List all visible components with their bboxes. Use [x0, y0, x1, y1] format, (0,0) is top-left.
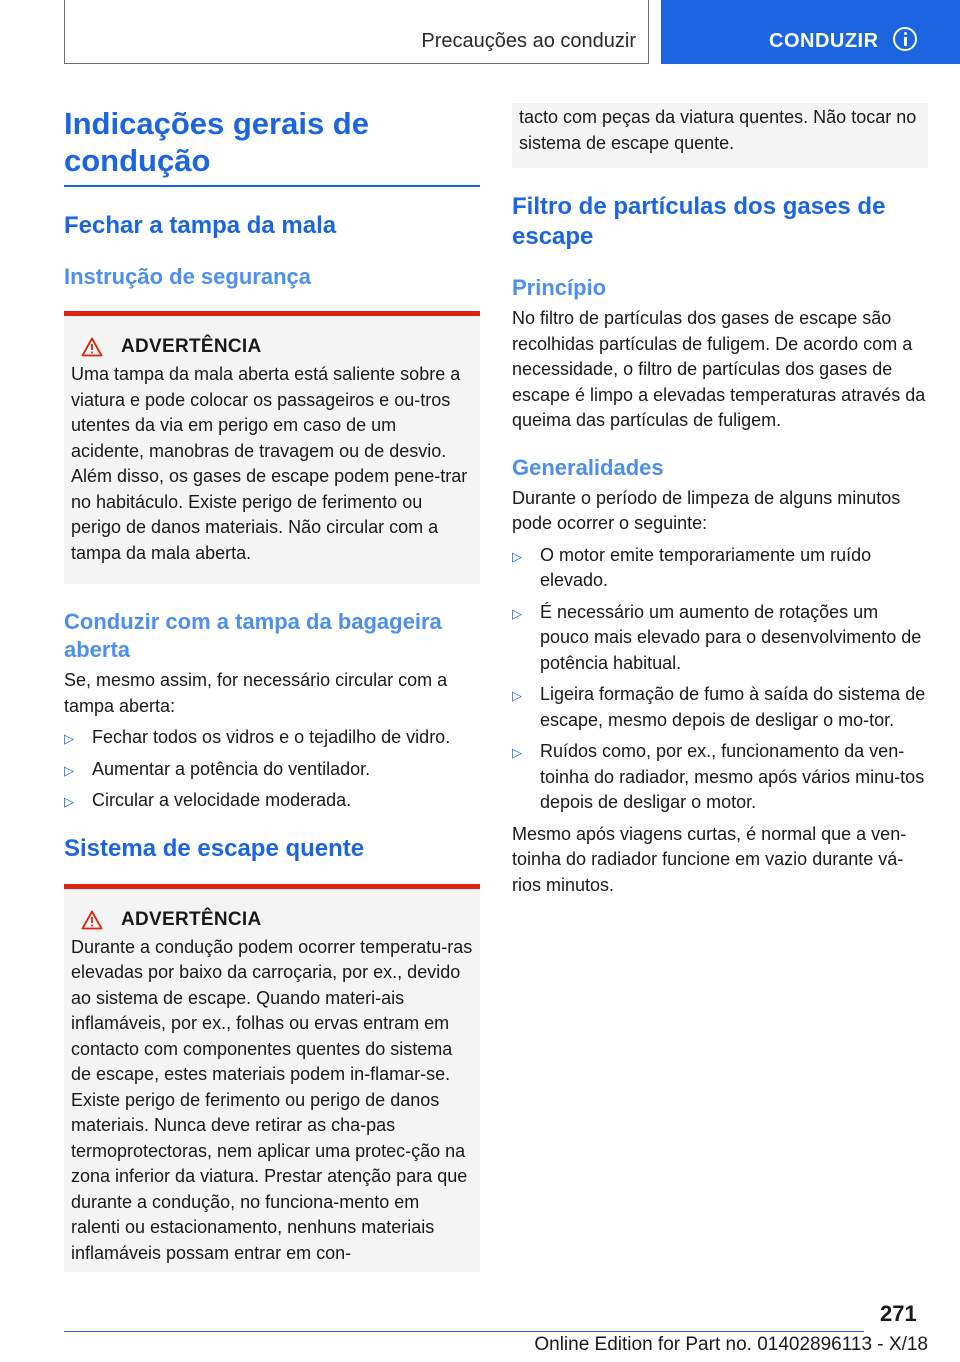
triangle-right-icon: ▷ — [512, 548, 522, 564]
list-item: ▷ É necessário um aumento de rotações um pouco mais elevado para o desenvolvimento de potência habitual. — [512, 601, 922, 673]
triangle-right-icon: ▷ — [64, 731, 74, 746]
section-title-filter: Filtro de partículas dos gases de escape — [512, 193, 886, 250]
triangle-right-icon: ▷ — [512, 605, 522, 621]
warning-box-trunk — [64, 311, 480, 584]
warning-box-exhaust — [64, 884, 480, 1273]
warning-triangle-icon — [81, 337, 103, 357]
footer-divider — [64, 1331, 864, 1332]
triangle-right-icon: ▷ — [64, 762, 74, 778]
list-item: ▷ Fechar todos os vidros e o tejadilho de vidro. — [64, 725, 480, 751]
section-title-trunk: Fechar a tampa da mala — [64, 212, 337, 239]
header-section-box — [64, 0, 649, 64]
general-intro: Durante o período de limpeza de alguns minutos pode ocorrer o seguinte: — [512, 487, 901, 533]
list-item: ▷ Ruídos como, por ex., funcionamento da ven-toinha do radiador, mesmo após vários minu-tos depois de desligar o motor. — [512, 741, 925, 812]
warning-box-continued — [512, 103, 928, 168]
triangle-right-icon: ▷ — [512, 688, 522, 703]
subsection-title-driving: Conduzir com a tampa da bagageira aberta — [64, 609, 442, 662]
driving-list — [64, 725, 480, 814]
header-chapter-label: CONDUZIR — [769, 30, 879, 52]
list-item: ▷ O motor emite temporariamente um ruído elevado. — [512, 544, 872, 590]
driving-intro: Se, mesmo assim, for necessário circular com a tampa aberta: — [64, 670, 448, 716]
general-list — [512, 543, 928, 816]
subsection-title-safety: Instrução de segurança — [64, 264, 311, 289]
header-section-title: Precauções ao conduzir — [421, 30, 636, 52]
left-column — [64, 100, 480, 1272]
warning-header — [71, 336, 473, 358]
triangle-right-icon: ▷ — [512, 745, 522, 760]
warning-header — [71, 909, 473, 931]
section-title-exhaust: Sistema de escape quente — [64, 834, 365, 862]
warning-text-exhaust: Durante a condução podem ocorrer temperatu-ras elevadas por baixo da carroçaria, por ex., devido ao sistema de escape. Quando materi-ais inflamáveis, por ex., folhas ou ervas entram em contacto com componentes quentes do sistema de escape, estes materiais podem in-flamar-se. Existe perigo de ferimento ou perigo de danos materiais. Nunca deve retirar as cha-pas termoprotectoras, nem aplicar uma protec-ção na zona inferior da viatura. Prestar atenção para que durante a condução, no funciona-mento em ralenti ou estacionamento, nenhuns materiais inflamáveis possam entrar em con- — [71, 936, 473, 1263]
principle-text: No filtro de partículas dos gases de escape são recolhidas partículas de fuligem. De acordo com a necessidade, o filtro de partículas dos gases de escape é limpo a elevadas temperaturas através da queima das partículas de fuligem. — [512, 308, 926, 430]
subsection-title-principle: Princípio — [512, 275, 607, 300]
page-title: Indicações gerais de condução — [64, 106, 369, 178]
title-divider — [64, 185, 480, 187]
subsection-title-general: Generalidades — [512, 454, 664, 480]
list-item: ▷ Circular a velocidade moderada. — [64, 788, 480, 814]
warning-label: ADVERTÊNCIA — [121, 336, 262, 357]
triangle-right-icon: ▷ — [64, 794, 74, 809]
footer-edition: Online Edition for Part no. 01402896113 - X/18 — [534, 1334, 928, 1355]
warning-label: ADVERTÊNCIA — [121, 908, 262, 930]
warning-text-trunk: Uma tampa da mala aberta está saliente sobre a viatura e pode colocar os passageiros e ou-tros utentes da via em perigo em caso de um acidente, manobras de travagem ou de desvio. Além disso, os gases de escape podem pene-trar no habitáculo. Existe perigo de ferimento ou perigo de danos materiais. Não circular com a tampa da mala aberta. — [71, 364, 468, 563]
closing-text: Mesmo após viagens curtas, é normal que a ven-toinha do radiador funcione em vazio durante vá-rios minutos. — [512, 823, 907, 895]
header-chapter-tab[interactable] — [661, 0, 960, 64]
right-column — [512, 103, 928, 898]
list-item: ▷ Aumentar a potência do ventilador. — [64, 757, 480, 783]
warning-text-continued: tacto com peças da viatura quentes. Não tocar no sistema de escape quente. — [519, 107, 917, 153]
warning-triangle-icon — [81, 910, 103, 930]
list-item: ▷ Ligeira formação de fumo à saída do sistema de escape, mesmo depois de desligar o mo-tor. — [512, 684, 926, 730]
info-icon[interactable] — [893, 27, 917, 51]
page-number: 271 — [880, 1301, 917, 1326]
